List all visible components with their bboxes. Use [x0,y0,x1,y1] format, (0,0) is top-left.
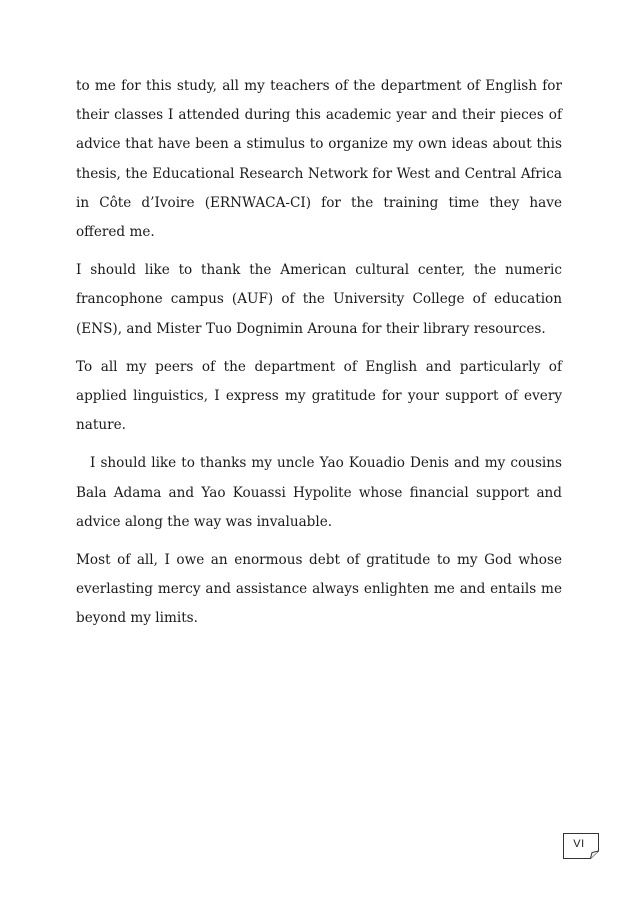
acknowledgements-body [76,72,562,643]
paragraph-4: I should like to thanks my uncle Yao Kouadio Denis and my cousins Bala Adama and Yao Kouassi Hypolite whose financial support and advice along the way was invaluable. [76,455,562,530]
paragraph-5: Most of all, I owe an enormous debt of gratitude to my God whose everlasting mercy and assistance always enlighten me and entails me beyond my limits. [76,552,562,627]
page-number: VI [573,838,585,850]
paragraph-1: to me for this study, all my teachers of the department of English for their classes I attended during this academic year and their pieces of advice that have been a stimulus to organize my own ideas about this thesis, the Educational Research Network for West and Central Africa in Côte d’Ivoire (ERNWACA-CI) for the training time they have offered me. [76,78,562,241]
page-number-frame [563,833,599,859]
paragraph-2: I should like to thank the American cultural center, the numeric francophone campus (AUF) of the University College of education (ENS), and Mister Tuo Dognimin Arouna for their library resources. [76,262,562,337]
paragraph-3: To all my peers of the department of English and particularly of applied linguistics, I express my gratitude for your support of every nature. [76,358,562,434]
